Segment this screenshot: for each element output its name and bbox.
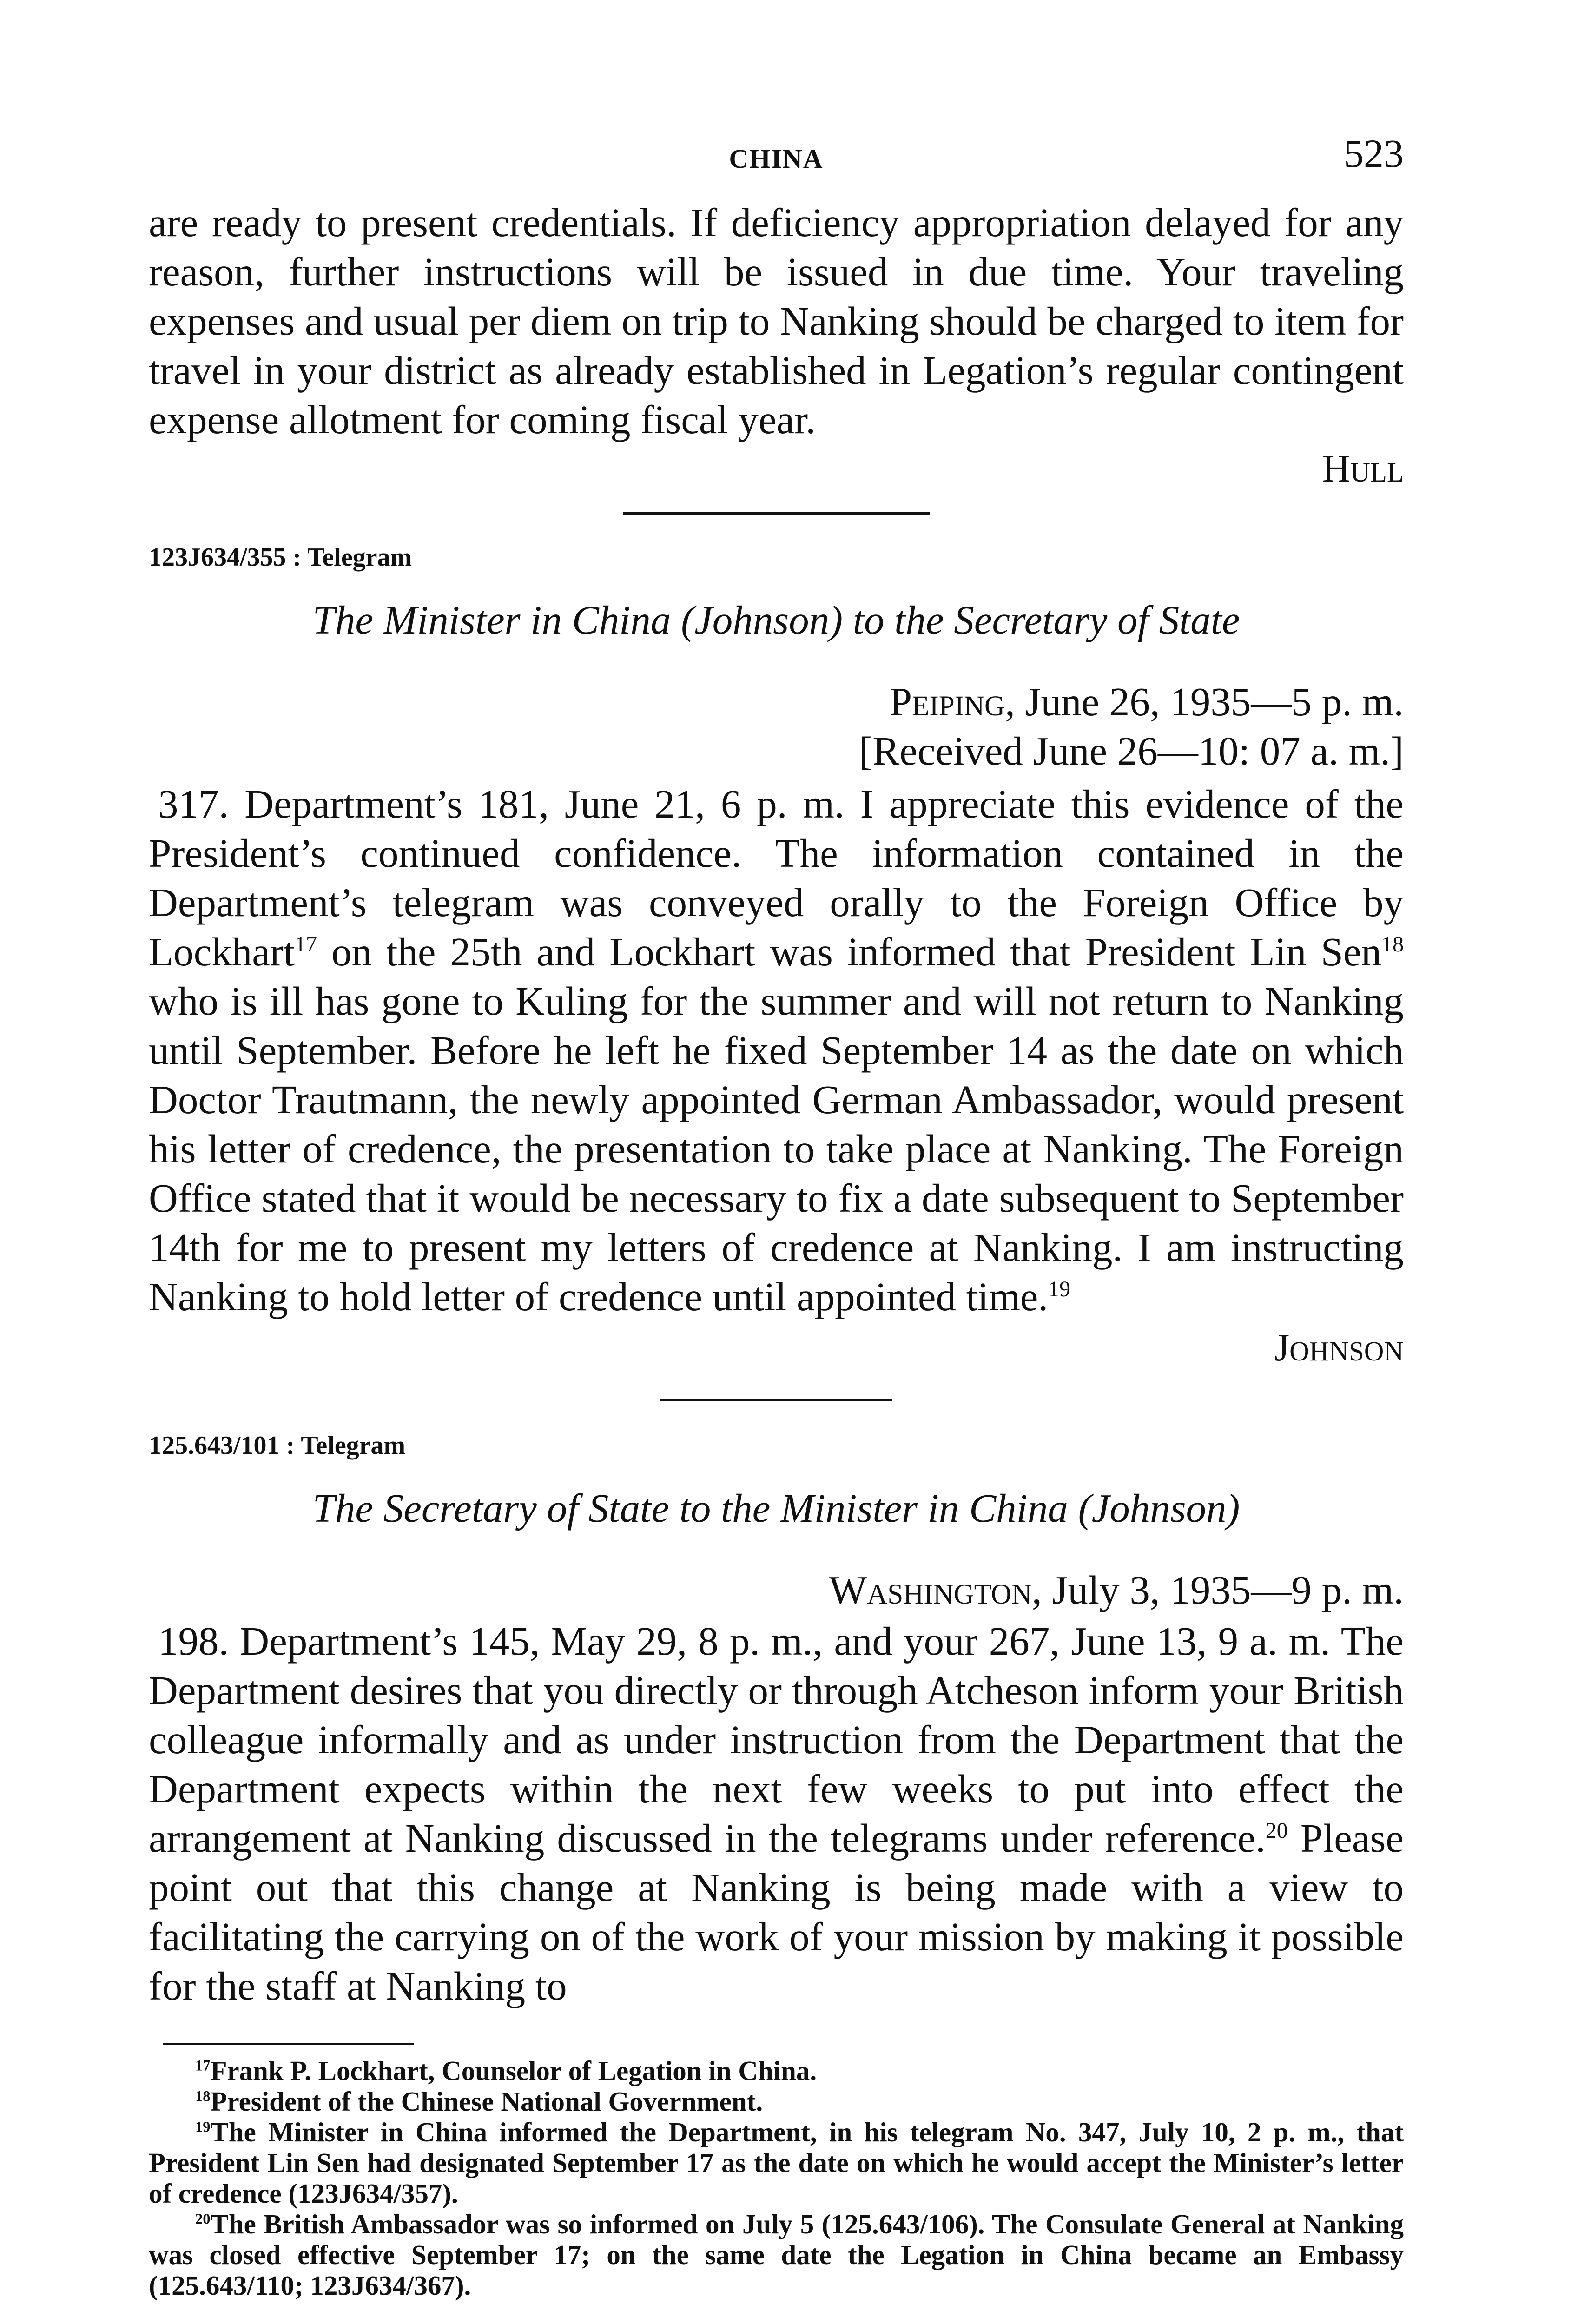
doc2-dateline <box>149 1565 1404 1615</box>
doc1-received: [Received June 26—10: 07 a. m.] <box>859 728 1404 773</box>
footnotes <box>149 2055 1404 2301</box>
doc2-body <box>149 1617 1404 2011</box>
footnote-18-text: President of the Chinese National Government. <box>210 2086 763 2117</box>
footnote-19-number: 19 <box>195 2119 211 2136</box>
section-divider <box>623 512 930 515</box>
doc2-file-number: 125.643/101 : Telegram <box>149 1431 406 1460</box>
footnote-17-number: 17 <box>195 2057 211 2074</box>
doc2-place: Washington, <box>829 1567 1042 1612</box>
page-number: 523 <box>1344 131 1404 176</box>
footnote-19-text: The Minister in China informed the Department, in his telegram No. 347, July 10, 2 p. m., that President Lin Sen had designated September 17 as the date on which he would accept the Minister’s letter of credence (123J634/357). <box>149 2117 1404 2209</box>
signature-johnson-text: Johnson <box>1274 1326 1404 1369</box>
doc1-body-part2: on the 25th and Lockhart was informed that President Lin Sen <box>317 929 1382 974</box>
section-divider <box>660 1399 892 1401</box>
footnote-19 <box>149 2117 1404 2209</box>
doc1-body-part3: who is ill has gone to Kuling for the summer and will not return to Nanking until September. Before he left he fixed September 14 as the date on which Doctor Trautmann, the newly appointed German Ambassador, would present his letter of credence, the presentation to take place at Nanking. The Foreign Office stated that it would be necessary to fix a date subsequent to September 14th for me to present my letters of credence at Nanking. I am instructing Nanking to hold letter of credence until appointed time. <box>149 978 1404 1319</box>
continuation-paragraph: are ready to present credentials. If deficiency appropriation delayed for any reason, further instructions will be issued in due time. Your traveling expenses and usual per diem on trip to Nanking should be charged to item for travel in your district as already established in Legation’s regular contingent expense allotment for coming fiscal year. <box>149 200 1404 442</box>
doc1-title: The Minister in China (Johnson) to the Secretary of State <box>312 597 1240 642</box>
page-header <box>149 130 1404 195</box>
doc2-title: The Secretary of State to the Minister in China (Johnson) <box>312 1486 1240 1531</box>
doc1-body <box>149 779 1404 1321</box>
footnote-ref-18: 18 <box>1381 932 1404 957</box>
footnote-20-number: 20 <box>195 2211 211 2228</box>
doc2-body-part1: 198. Department’s 145, May 29, 8 p. m., and your 267, June 13, 9 a. m. The Department desires that you directly or through Atcheson inform your British colleague informally and as under instruction from the Department that the Department expects within the next few weeks to put into effect the arrangement at Nanking discussed in the telegrams under reference. <box>149 1618 1404 1861</box>
footnote-18 <box>149 2086 1404 2117</box>
footnote-ref-19: 19 <box>1048 1277 1070 1301</box>
doc1-body-part1: 317. Department’s 181, June 21, 6 p. m. I appreciate this evidence of the President’s continued confidence. The information contained in the Department’s telegram was conveyed orally to the Foreign Office by Lockhart <box>149 781 1404 974</box>
doc1-file-number: 123J634/355 : Telegram <box>149 543 412 572</box>
signature-johnson <box>149 1323 1404 1373</box>
document-page <box>149 130 1404 2301</box>
doc2-date: July 3, 1935—9 p. m. <box>1052 1567 1404 1612</box>
doc1-date: June 26, 1935—5 p. m. <box>1025 679 1404 724</box>
footnote-divider <box>163 2043 414 2045</box>
doc1-place: Peiping, <box>889 679 1015 724</box>
footnote-20-text: The British Ambassador was so informed on July 5 (125.643/106). The Consulate General at Nanking was closed effective September 17; on the same date the Legation in China became an Embassy (125.643/110; 123J634/367). <box>149 2209 1404 2301</box>
running-head: CHINA <box>729 144 824 174</box>
footnote-18-number: 18 <box>195 2088 211 2105</box>
footnote-ref-17: 17 <box>295 932 317 957</box>
doc1-dateline <box>149 677 1404 726</box>
footnote-17 <box>149 2055 1404 2086</box>
footnote-17-text: Frank P. Lockhart, Counselor of Legation in China. <box>210 2055 817 2086</box>
doc2-body-part2: Please point out that this change at Nanking is being made with a view to facilitating the carrying on of the work of your mission by making it possible for the staff at Nanking to <box>149 1816 1404 2008</box>
signature-hull-text: Hull <box>1322 447 1404 490</box>
footnote-ref-20: 20 <box>1265 1818 1288 1843</box>
footnote-20 <box>149 2209 1404 2301</box>
signature-hull <box>149 444 1404 494</box>
